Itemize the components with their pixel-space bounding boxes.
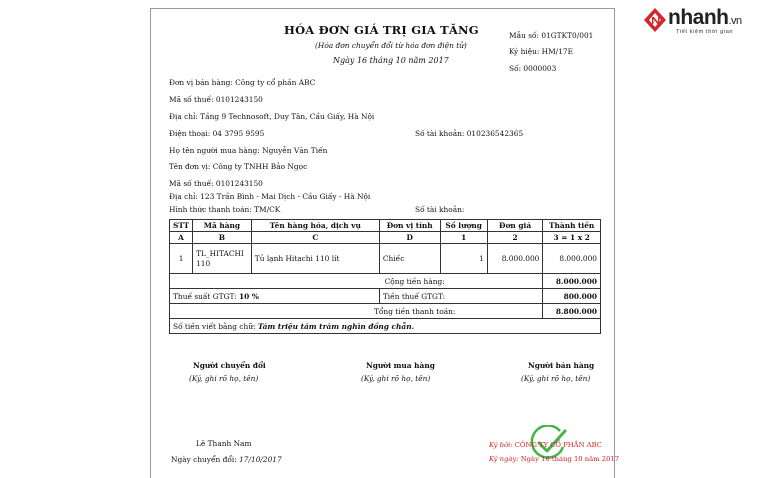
- converter-title: Người chuyển đổi: [193, 361, 266, 370]
- seller-tax: Mã số thuế: 0101243150: [169, 95, 263, 104]
- form-number: Mẫu số: 01GTKT0/001: [509, 31, 594, 40]
- buyer-account: Số tài khoản:: [415, 205, 465, 214]
- row-code: TL_HITACHI 110: [193, 244, 252, 274]
- row-stt: 1: [170, 244, 193, 274]
- invoice-paper: [150, 8, 620, 478]
- code-a: A: [170, 232, 193, 244]
- vat-label: Tiền thuế GTGT:: [379, 289, 542, 304]
- header-amount: Thành tiền: [543, 220, 601, 232]
- header-quantity: Số lượng: [440, 220, 487, 232]
- header-unit-price: Đơn giá: [487, 220, 543, 232]
- vat-rate-value: 10 %: [239, 291, 259, 301]
- seller-account: Số tài khoản: 010236542365: [415, 129, 524, 138]
- buyer-address: Địa chỉ: 123 Trần Bình - Mai Dịch - Cầu Giấy - Hà Nội: [169, 192, 371, 201]
- seller-phone: Điện thoại: 04 3795 9595: [169, 129, 265, 138]
- row-quantity: 1: [440, 244, 487, 274]
- amount-in-words-label: Số tiền viết bằng chữ:: [173, 321, 256, 331]
- signed-by-label: Ký bởi:: [489, 441, 513, 449]
- amount-in-words-cell: [170, 319, 601, 334]
- invoice-subtitle: (Hóa đơn chuyển đổi từ hóa đơn điện tử): [315, 41, 467, 50]
- amount-in-words-value: Tám triệu tám trăm nghìn đồng chẵn.: [257, 321, 415, 331]
- total-label: Tổng tiền thanh toán:: [170, 304, 543, 319]
- code-1: 1: [440, 232, 487, 244]
- seller-unit: Đơn vị bán hàng: Công ty cổ phần ABC: [169, 78, 316, 87]
- invoice-symbol: Ký hiệu: HM/17E: [509, 47, 573, 56]
- header-code: Mã hàng: [193, 220, 252, 232]
- convert-date-line: [171, 455, 282, 464]
- row-item-name: Tủ lạnh Hitachi 110 lít: [251, 244, 379, 274]
- seller-address: Địa chỉ: Tầng 9 Technosoft, Duy Tân, Cầu Giấy, Hà Nội: [169, 112, 375, 121]
- vat-row: [170, 289, 601, 304]
- buyer-unit: Tên đơn vị: Công ty TNHH Bảo Ngọc: [169, 162, 308, 171]
- invoice-items-table: [169, 219, 601, 334]
- brand-suffix: .vn: [728, 15, 742, 27]
- invoice-date: Ngày 16 tháng 10 năm 2017: [333, 56, 449, 65]
- table-row: [170, 244, 601, 274]
- brand-name: nhanh: [668, 6, 729, 29]
- buyer-sign-note: (Ký, ghi rõ họ, tên): [361, 374, 431, 383]
- table-header-row: [170, 220, 601, 232]
- convert-date-value: 17/10/2017: [239, 455, 282, 464]
- nhanh-logo-mark-icon: [644, 8, 666, 32]
- signed-date-value: Ngày 16 tháng 10 năm 2017: [520, 455, 620, 463]
- code-b: B: [193, 232, 252, 244]
- convert-date-label: Ngày chuyển đổi:: [171, 455, 237, 464]
- row-amount: 8.000.000: [543, 244, 601, 274]
- header-item-name: Tên hàng hóa, dịch vụ: [251, 220, 379, 232]
- subtotal-row: [170, 274, 601, 289]
- amount-in-words-row: [170, 319, 601, 334]
- buyer-sign-title: Người mua hàng: [366, 361, 435, 370]
- table-code-row: [170, 232, 601, 244]
- signed-by-line: [489, 441, 602, 449]
- header-unit: Đơn vị tính: [379, 220, 440, 232]
- signed-by-value: CÔNG TY CỔ PHẦN ABC: [514, 441, 602, 449]
- signed-date-line: [489, 455, 619, 463]
- code-3: 3 = 1 x 2: [543, 232, 601, 244]
- invoice-number: Số: 0000003: [509, 64, 557, 73]
- row-unit: Chiếc: [379, 244, 440, 274]
- buyer-tax: Mã số thuế: 0101243150: [169, 179, 263, 188]
- total-value: 8.800.000: [543, 304, 601, 319]
- header-stt: STT: [170, 220, 193, 232]
- vat-value: 800.000: [543, 289, 601, 304]
- code-c: C: [251, 232, 379, 244]
- payment-method: Hình thức thanh toán: TM/CK: [169, 205, 281, 214]
- vat-rate-cell: [170, 289, 380, 304]
- code-d: D: [379, 232, 440, 244]
- buyer-name: Họ tên người mua hàng: Nguyễn Văn Tiến: [169, 146, 328, 155]
- converter-note: (Ký, ghi rõ họ, tên): [189, 374, 259, 383]
- vat-rate-label: Thuế suất GTGT:: [173, 291, 237, 301]
- subtotal-label: Cộng tiền hàng:: [170, 274, 543, 289]
- total-row: [170, 304, 601, 319]
- seller-sign-title: Người bán hàng: [528, 361, 595, 370]
- converter-name: Lê Thanh Nam: [196, 439, 252, 448]
- seller-sign-note: (Ký, ghi rõ họ, tên): [521, 374, 591, 383]
- row-unit-price: 8.000.000: [487, 244, 543, 274]
- nhanh-logo: [644, 6, 760, 36]
- signed-date-label: Ký ngày:: [489, 455, 519, 463]
- subtotal-value: 8.000.000: [543, 274, 601, 289]
- brand-tagline: Tiết kiệm thời gian: [676, 29, 734, 35]
- code-2: 2: [487, 232, 543, 244]
- invoice-title: HÓA ĐƠN GIÁ TRỊ GIA TĂNG: [284, 23, 479, 37]
